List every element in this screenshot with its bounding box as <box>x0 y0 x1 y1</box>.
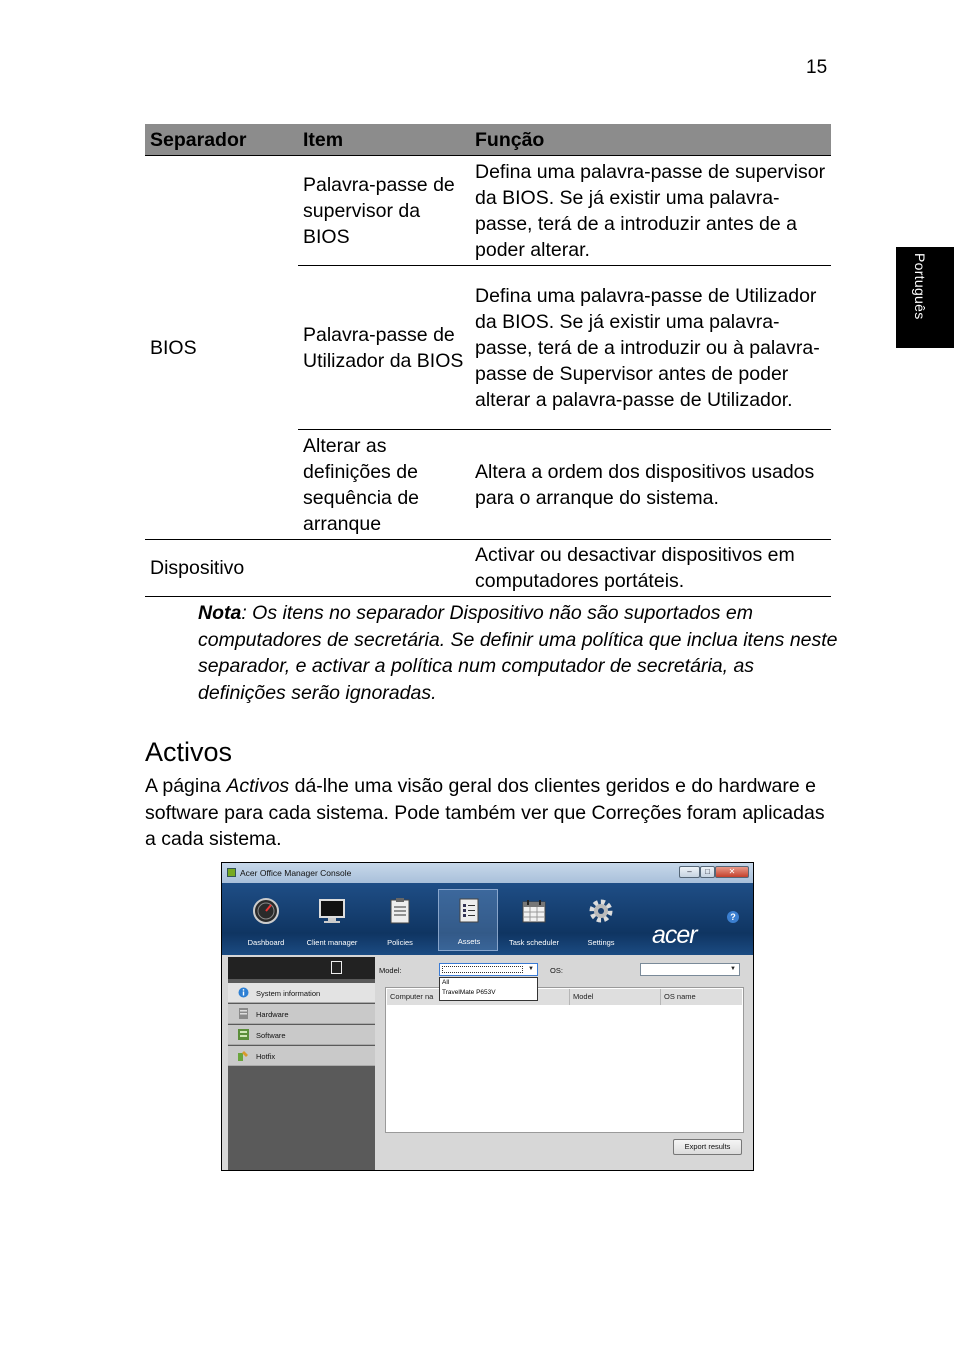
toolbar-label: Task scheduler <box>508 938 560 947</box>
chevron-down-icon: ▼ <box>730 966 736 972</box>
column-header-os-name[interactable]: OS name <box>661 989 742 1005</box>
bios-settings-table <box>145 124 831 597</box>
info-icon <box>238 987 249 998</box>
clipboard-icon <box>386 897 414 925</box>
nav-software[interactable] <box>228 1025 375 1045</box>
dashboard-icon <box>252 897 280 925</box>
nav-hotfix[interactable] <box>228 1046 375 1066</box>
toolbar-policies[interactable] <box>370 891 430 951</box>
os-label: OS: <box>550 966 563 975</box>
nav-system-information[interactable] <box>228 983 375 1003</box>
paragraph-emphasis: Activos <box>226 775 290 797</box>
maximize-button[interactable]: □ <box>700 866 715 878</box>
nav-label: System information <box>256 989 321 998</box>
toolbar-client-manager[interactable] <box>302 891 362 951</box>
device-separator-cell: Dispositivo <box>145 540 298 597</box>
assets-grid <box>385 987 744 1133</box>
app-icon <box>227 868 236 877</box>
section-paragraph <box>145 773 825 853</box>
close-button[interactable]: ✕ <box>715 866 749 878</box>
help-icon[interactable]: ? <box>727 911 739 923</box>
header-separator: Separador <box>145 124 298 156</box>
item-cell: Palavra-passe de supervisor da BIOS <box>298 156 470 266</box>
item-cell: Alterar as definições de sequência de arranque <box>303 434 420 535</box>
column-header-model[interactable]: Model <box>570 989 661 1005</box>
assets-screenshot <box>221 862 754 1171</box>
model-dropdown-list <box>439 977 538 1001</box>
toolbar-label: Settings <box>587 938 615 947</box>
toolbar-settings[interactable] <box>571 891 631 951</box>
note <box>198 600 838 706</box>
table-row <box>145 156 831 266</box>
window-title: Acer Office Manager Console <box>240 868 352 878</box>
header-function: Função <box>470 124 831 156</box>
function-cell: Defina uma palavra-passe de supervisor da BIOS. Se já existir uma palavra-passe, terá de a introduzir antes de a poder alterar. <box>470 156 831 266</box>
paragraph-text: A página <box>145 775 227 797</box>
section-heading: Activos <box>145 737 233 767</box>
nav-label: Software <box>256 1031 286 1040</box>
toolbar-task-scheduler[interactable] <box>504 891 564 951</box>
bios-separator-cell: BIOS <box>150 336 197 359</box>
paragraph-text: dá-lhe uma visão geral dos clientes geridos e do hardware e software para cada sistema. Pode também ver que Correções foram aplicadas a cada sistema. <box>145 775 825 850</box>
toolbar-label: Policies <box>387 938 413 947</box>
toolbar-label: Assets <box>457 937 481 946</box>
item-cell <box>298 540 470 597</box>
chevron-down-icon: ▼ <box>528 966 534 972</box>
main-toolbar <box>222 883 753 955</box>
function-cell: Defina uma palavra-passe de Utilizador da BIOS. Se já existir uma palavra-passe, terá de a introduzir ou à palavra-passe de Supervisor antes de poder alterar a palavra-passe de Utilizador. <box>470 266 831 430</box>
nav-hardware[interactable] <box>228 1004 375 1024</box>
table-row <box>145 540 831 597</box>
model-label: Model: <box>379 966 402 975</box>
toolbar-dashboard[interactable] <box>236 891 296 951</box>
calendar-icon <box>520 897 548 925</box>
hardware-icon <box>238 1008 249 1019</box>
acer-logo: acer <box>652 921 697 949</box>
note-label: Nota <box>198 602 242 624</box>
function-cell: Activar ou desactivar dispositivos em computadores portáteis. <box>470 540 831 597</box>
page-number: 15 <box>806 57 828 78</box>
left-navigation-pane <box>228 957 375 1171</box>
toolbar-label: Client manager <box>306 938 358 947</box>
model-option-all[interactable]: All <box>442 979 450 986</box>
note-text: : Os itens no separador Dispositivo não são suportados em computadores de secretária. Se definir uma política que inclua itens neste separador, e activar a política num computador de secretária, as definições serão ignoradas. <box>198 602 838 704</box>
nav-label: Hardware <box>256 1010 289 1019</box>
minimize-button[interactable]: – <box>679 866 700 878</box>
language-tab-label: Português <box>912 253 928 320</box>
gear-icon <box>587 897 615 925</box>
software-icon <box>238 1029 249 1040</box>
export-results-button[interactable]: Export results <box>673 1139 742 1155</box>
document-icon <box>331 961 342 974</box>
monitor-icon <box>318 897 346 925</box>
window-titlebar <box>222 863 753 883</box>
os-select[interactable] <box>640 963 740 976</box>
header-item: Item <box>298 124 470 156</box>
toolbar-label: Dashboard <box>247 938 285 947</box>
assets-list-icon <box>455 896 483 924</box>
model-select[interactable] <box>439 963 538 976</box>
language-tab <box>896 247 954 348</box>
table-header-row <box>145 124 831 156</box>
hotfix-icon <box>238 1050 249 1061</box>
model-option-travelmate[interactable]: TravelMate P653V <box>442 989 496 996</box>
nav-label: Hotfix <box>256 1052 276 1061</box>
toolbar-assets[interactable] <box>438 889 498 951</box>
item-cell: Palavra-passe de Utilizador da BIOS <box>298 266 470 430</box>
function-cell: Altera a ordem dos dispositivos usados para o arranque do sistema. <box>475 460 815 509</box>
left-pane-header <box>228 957 375 979</box>
column-header-computer-name[interactable]: Computer na <box>387 989 570 1005</box>
